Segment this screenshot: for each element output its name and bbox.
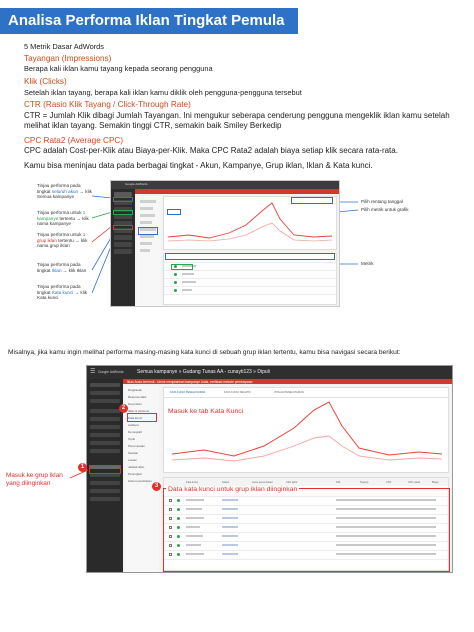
- column-header[interactable]: Biaya: [432, 480, 439, 484]
- highlight-campaign[interactable]: [113, 210, 133, 215]
- highlight-keywords-tab[interactable]: [127, 413, 157, 422]
- trend-chart: [164, 197, 336, 249]
- note-adgroup: Tinjau performa untuk 1 grup iklan tertentu → klik nama grup iklan: [37, 232, 88, 249]
- title-banner: [0, 8, 298, 34]
- side-menu-item[interactable]: Perangkat: [128, 472, 142, 476]
- highlight-ads-tab[interactable]: [138, 227, 158, 235]
- app-title: Google AdWords: [98, 370, 124, 374]
- highlight-metrics[interactable]: [165, 253, 335, 260]
- tab-negative-keywords[interactable]: KATA KUNCI NEGATIF: [224, 391, 251, 394]
- highlight-keyword-table[interactable]: [163, 488, 450, 572]
- page-title: Analisa Performa Iklan Tingkat Pemula: [8, 12, 285, 29]
- side-menu-item[interactable]: Rekomendasi: [128, 395, 147, 399]
- step-1-label: Masuk ke grup iklan yang diinginkan: [6, 472, 63, 487]
- step-badge: 3: [152, 482, 161, 491]
- metric-definition: CPC adalah Cost-per-Klik atau Biaya-per-Klik. Maka CPC Rata2 adalah biaya setiap klik secara rata-rata.: [24, 146, 398, 156]
- table-header: [164, 478, 448, 486]
- left-nav: [111, 189, 135, 306]
- info-levels-text: Kamu bisa meninjau data pada berbagai tingkat - Akun, Kampanye, Grup iklan, Iklan & Kata kunci.: [24, 160, 373, 170]
- breadcrumb[interactable]: Semua kampanye » Gudang Tunas AA - cunayti123 » Dipuli: [137, 369, 270, 375]
- column-header[interactable]: URL akhir: [286, 480, 298, 484]
- side-menu-item[interactable]: Audiens: [128, 423, 139, 427]
- app-title: Google AdWords: [125, 182, 148, 186]
- highlight-date-range[interactable]: [291, 197, 333, 204]
- note-campaign: Tinjau performa untuk 1 kampanye tertentu → klik nama kampanye: [37, 210, 89, 227]
- menu-icon[interactable]: ☰: [90, 369, 96, 375]
- metric-term: Klik (Clicks): [24, 76, 67, 86]
- step-2-label: Masuk ke tab Kata Kunci: [168, 408, 244, 415]
- column-header[interactable]: Klik: [336, 480, 341, 484]
- side-menu-item[interactable]: Histori perubahan: [128, 479, 152, 483]
- step-badge: 1: [78, 463, 87, 472]
- side-menu-item[interactable]: Demografi: [128, 430, 142, 434]
- notice-bar: Iklan Anda berhenti - Untuk menjalankan kampanye Anda, verifikasi metode pembayaran: [123, 379, 452, 384]
- note-keywords: Tinjau performa pada tingkat Kata kunci → klik Kata kunci: [37, 284, 88, 301]
- side-menu-item[interactable]: Iklan & ekstensi: [128, 409, 150, 413]
- side-menu-item[interactable]: Ringkasan: [128, 388, 143, 392]
- tab-search-keywords[interactable]: KATA KUNCI PENELUSURAN: [170, 391, 206, 394]
- adwords-screenshot-1: [110, 180, 340, 307]
- intro-text: 5 Metrik Dasar AdWords: [24, 42, 104, 51]
- column-header[interactable]: CTR: [386, 480, 392, 484]
- step-3-label: Data kata kunci untuk grup iklan diinginkan: [168, 486, 298, 493]
- adwords-screenshot-2: [86, 365, 453, 573]
- highlight-adgroup-nav[interactable]: [89, 465, 121, 474]
- side-menu-item[interactable]: Setelan: [128, 451, 139, 455]
- side-menu-item[interactable]: Topik: [128, 437, 136, 441]
- label-metrics: Metrik: [361, 261, 374, 266]
- top-bar: [111, 181, 339, 189]
- side-menu-item[interactable]: Penempatan: [128, 444, 146, 448]
- notice-bar: [135, 189, 339, 194]
- highlight-adgroup[interactable]: [113, 225, 133, 230]
- highlight-chart-metric[interactable]: [167, 209, 181, 215]
- data-table: [163, 253, 337, 305]
- metric-term: Tayangan (Impressions): [24, 53, 112, 63]
- tab-search-terms[interactable]: ISTILAH PENELUSURAN: [274, 391, 304, 394]
- side-menu-item-keywords[interactable]: Kata kunci: [128, 416, 143, 420]
- label-date-range: Pilih rentang tanggal: [361, 199, 403, 204]
- highlight-campaign-row[interactable]: [171, 264, 193, 270]
- metric-term: CTR (Rasio Klik Tayang / Click-Through Rate): [24, 100, 191, 110]
- side-menu-item[interactable]: Jadwal iklan: [128, 465, 145, 469]
- chart-panel: [163, 196, 337, 250]
- side-menu-item[interactable]: Lokasi: [128, 458, 137, 462]
- chart-panel: [163, 387, 449, 473]
- highlight-all-campaigns[interactable]: [113, 197, 133, 202]
- navigation-caption: Misalnya, jika kamu ingin melihat performa masing-masing kata kunci di sebuah grup iklan tertentu, kamu bisa navigasi secara berikut:: [8, 349, 401, 356]
- step-badge: 2: [119, 404, 128, 413]
- column-header[interactable]: Jenis pencocokan: [252, 480, 273, 484]
- label-chart-metric: Pilih metrik untuk grafik: [361, 207, 409, 212]
- metric-definition: CTR = Jumlah Klik dibagi Jumlah Tayangan. Ini mengukur seberapa cenderung pengguna mengeklik iklan kamu setelah melihat iklan tayang. Semakin tinggi CTR, semakin baik Smiley Berkedip: [24, 110, 450, 131]
- column-header[interactable]: Kata kunci: [186, 480, 199, 484]
- column-header[interactable]: Status: [222, 480, 230, 484]
- column-header[interactable]: CPC rata2: [408, 480, 421, 484]
- side-menu-item[interactable]: Grup iklan: [128, 402, 142, 406]
- column-header[interactable]: Tayang: [360, 480, 369, 484]
- metric-definition: Berapa kali iklan kamu tayang kepada seorang pengguna: [24, 64, 213, 74]
- metric-term: CPC Rata2 (Average CPC): [24, 135, 124, 145]
- top-bar: [87, 366, 452, 379]
- left-nav: [87, 379, 123, 572]
- note-ads: Tinjau performa pada tingkat Iklan → klik Iklan: [37, 262, 87, 273]
- metric-definition: Setelah iklan tayang, berapa kali iklan kamu diklik oleh pengguna-pengguna tersebut: [24, 87, 302, 97]
- note-account: Tinjau performa pada tingkat seluruh akun → klik Semua kampanye: [37, 183, 92, 200]
- document-body: [24, 42, 454, 175]
- side-menu: [137, 196, 161, 306]
